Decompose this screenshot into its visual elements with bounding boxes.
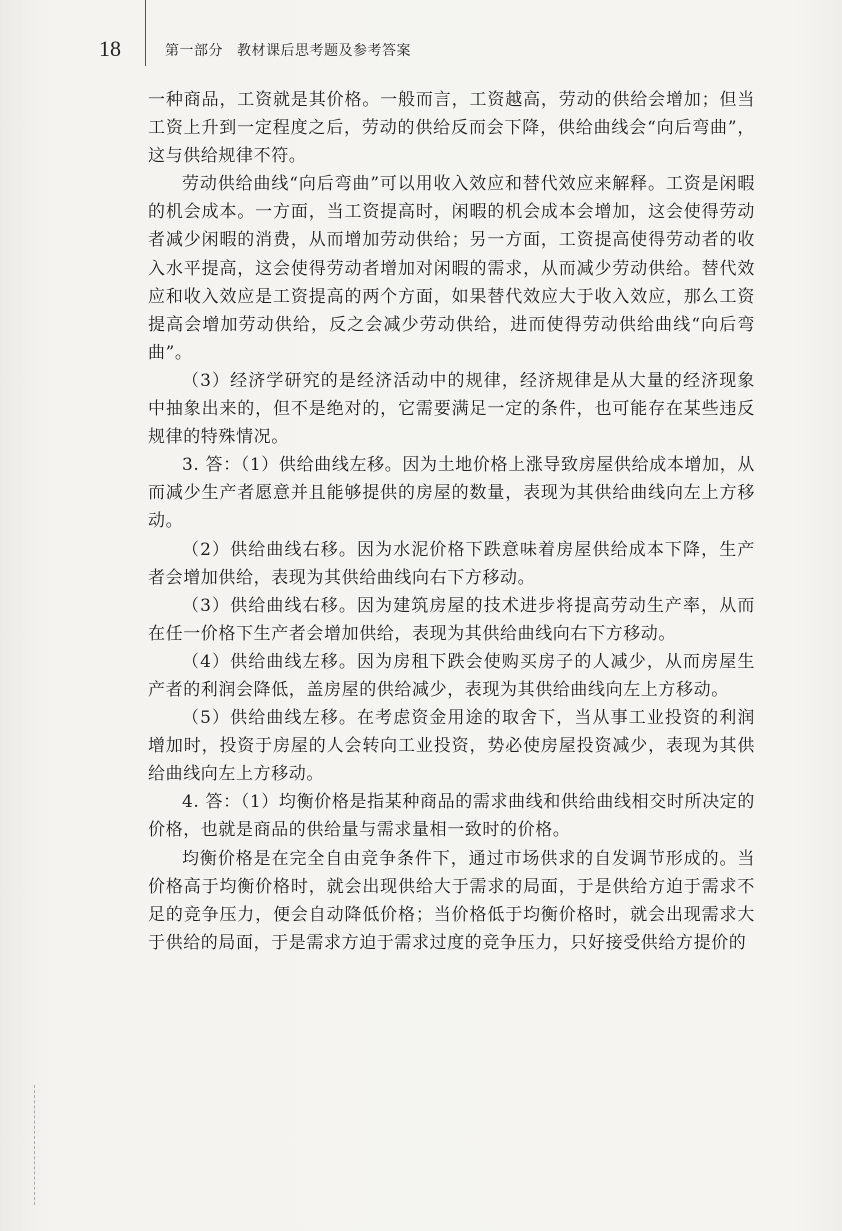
header-divider-line <box>145 0 146 66</box>
paragraph-6: （3）供给曲线右移。因为建筑房屋的技术进步将提高劳动生产率，从而在任一价格下生产者会增加供给，表现为其供给曲线向右下方移动。 <box>148 595 755 644</box>
paragraph-3: （3）经济学研究的是经济活动中的规律，经济规律是从大量的经济现象中抽象出来的，但不是绝对的，它需要满足一定的条件，也可能存在某些违反规律的特殊情况。 <box>148 370 755 448</box>
running-head-title: 教材课后思考题及参考答案 <box>237 43 411 59</box>
paragraph-4: 3. 答：（1）供给曲线左移。因为土地价格上涨导致房屋供给成本增加，从而减少生产者愿意并且能够提供的房屋的数量，表现为其供给曲线向左上方移动。 <box>148 455 755 532</box>
running-head-part: 第一部分 <box>165 43 223 59</box>
paragraph-10: 均衡价格是在完全自由竞争条件下，通过市场供求的自发调节形成的。当价格高于均衡价格时，就会出现供给大于需求的局面，于是供给方迫于需求不足的竞争压力，便会自动降低价格；当价格低于均衡价格时，就会出现需求大于供给的局面，于是需求方迫于需求过度的竞争压力，只好接受供给方提价的 <box>148 848 755 953</box>
paragraph-1: 一种商品，工资就是其价格。一般而言，工资越高，劳动的供给会增加；但当工资上升到一定程度之后，劳动的供给反而会下降，供给曲线会“向后弯曲”，这与供给规律不符。 <box>148 90 755 167</box>
paragraph-2: 劳动供给曲线“向后弯曲”可以用收入效应和替代效应来解释。工资是闲暇的机会成本。一方面，当工资提高时，闲暇的机会成本会增加，这会使得劳动者减少闲暇的消费，从而增加劳动供给；另一方面，工资提高使得劳动者的收入水平提高，这会使得劳动者增加对闲暇的需求，从而减少劳动供给。替代效应和收入效应是工资提高的两个方面，如果替代效应大于收入效应，那么工资提高会增加劳动供给，反之会减少劳动供给，进而使得劳动供给曲线“向后弯曲”。 <box>148 174 755 363</box>
body-text <box>148 86 755 957</box>
running-head <box>165 40 411 60</box>
binding-edge-marks <box>34 1085 37 1205</box>
paragraph-7: （4）供给曲线左移。因为房租下跌会使购买房子的人减少，从而房屋生产者的利润会降低，盖房屋的供给减少，表现为其供给曲线向左上方移动。 <box>148 651 755 700</box>
paragraph-5: （2）供给曲线右移。因为水泥价格下跌意味着房屋供给成本下降，生产者会增加供给，表现为其供给曲线向右下方移动。 <box>148 539 755 588</box>
page-number: 18 <box>99 36 121 61</box>
paragraph-8: （5）供给曲线左移。在考虑资金用途的取舍下，当从事工业投资的利润增加时，投资于房屋的人会转向工业投资，势必使房屋投资减少，表现为其供给曲线向左上方移动。 <box>148 708 755 785</box>
paragraph-9: 4. 答：（1）均衡价格是指某种商品的需求曲线和供给曲线相交时所决定的价格，也就是商品的供给量与需求量相一致时的价格。 <box>148 792 755 841</box>
